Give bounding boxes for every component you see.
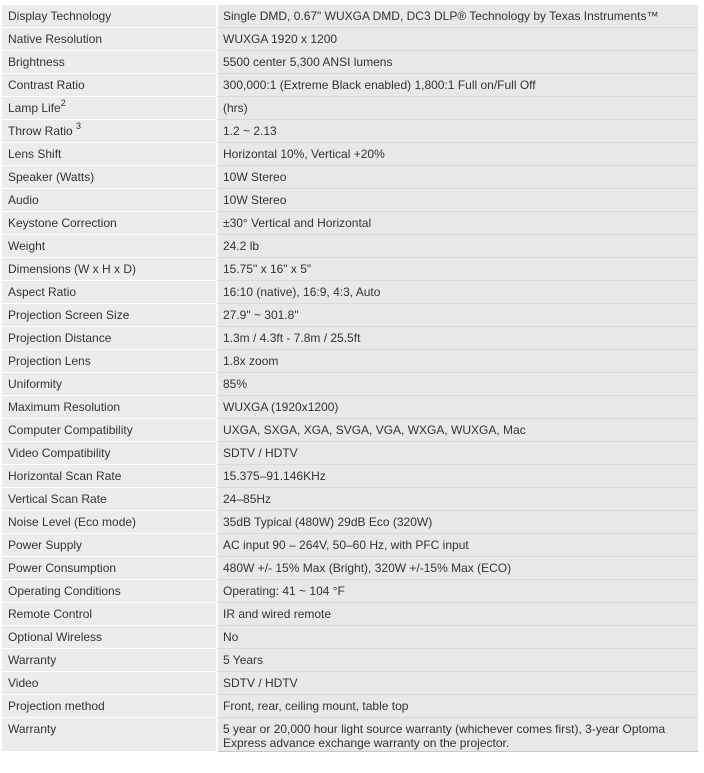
spec-label: Warranty	[2, 718, 216, 752]
spec-label: Projection Screen Size	[2, 304, 216, 327]
footnote-marker: 3	[76, 121, 82, 131]
spec-label: Native Resolution	[2, 28, 216, 51]
spec-value: No	[218, 626, 698, 649]
spec-label: Warranty	[2, 649, 216, 672]
spec-value: 1.8x zoom	[218, 350, 698, 373]
spec-value: 27.9" ~ 301.8"	[218, 304, 698, 327]
spec-row-power-supply	[2, 534, 698, 557]
spec-row-warranty-details	[2, 718, 698, 752]
spec-value: SDTV / HDTV	[218, 672, 698, 695]
spec-label: Remote Control	[2, 603, 216, 626]
spec-row-projection-screen-size	[2, 304, 698, 327]
spec-label: Weight	[2, 235, 216, 258]
spec-row-native-resolution	[2, 28, 698, 51]
spec-row-computer-compatibility	[2, 419, 698, 442]
spec-label: Noise Level (Eco mode)	[2, 511, 216, 534]
spec-row-audio	[2, 189, 698, 212]
spec-row-lamp-life	[2, 97, 698, 120]
spec-value: WUXGA (1920x1200)	[218, 396, 698, 419]
spec-value: Single DMD, 0.67" WUXGA DMD, DC3 DLP® Technology by Texas Instruments™	[218, 5, 698, 28]
spec-label: Dimensions (W x H x D)	[2, 258, 216, 281]
spec-row-weight	[2, 235, 698, 258]
spec-row-operating-conditions	[2, 580, 698, 603]
spec-row-horizontal-scan-rate	[2, 465, 698, 488]
spec-row-noise-level	[2, 511, 698, 534]
spec-value: Front, rear, ceiling mount, table top	[218, 695, 698, 718]
spec-label: Speaker (Watts)	[2, 166, 216, 189]
spec-value: 1.2 ~ 2.13	[218, 120, 698, 143]
spec-value: 5 Years	[218, 649, 698, 672]
spec-value: 10W Stereo	[218, 189, 698, 212]
spec-row-lens-shift	[2, 143, 698, 166]
spec-value: 480W +/- 15% Max (Bright), 320W +/-15% Max (ECO)	[218, 557, 698, 580]
spec-row-projection-lens	[2, 350, 698, 373]
spec-label: Audio	[2, 189, 216, 212]
spec-label: Display Technology	[2, 5, 216, 28]
spec-row-optional-wireless	[2, 626, 698, 649]
spec-value: WUXGA 1920 x 1200	[218, 28, 698, 51]
spec-value: 10W Stereo	[218, 166, 698, 189]
spec-row-speaker	[2, 166, 698, 189]
spec-label: Uniformity	[2, 373, 216, 396]
spec-label: Maximum Resolution	[2, 396, 216, 419]
spec-label: Computer Compatibility	[2, 419, 216, 442]
spec-row-warranty	[2, 649, 698, 672]
spec-value: 85%	[218, 373, 698, 396]
spec-label-text: Throw Ratio	[8, 124, 77, 138]
spec-label: Video Compatibility	[2, 442, 216, 465]
spec-label: Keystone Correction	[2, 212, 216, 235]
spec-row-keystone-correction	[2, 212, 698, 235]
spec-value: 5 year or 20,000 hour light source warranty (whichever comes first), 3-year Optoma Express advance exchange warranty on the projector.	[218, 718, 698, 752]
spec-row-projection-distance	[2, 327, 698, 350]
spec-label: Power Supply	[2, 534, 216, 557]
spec-row-display-technology	[2, 5, 698, 28]
spec-label	[2, 97, 216, 120]
spec-label: Aspect Ratio	[2, 281, 216, 304]
spec-row-brightness	[2, 51, 698, 74]
spec-value: UXGA, SXGA, XGA, SVGA, VGA, WXGA, WUXGA, Mac	[218, 419, 698, 442]
spec-value: IR and wired remote	[218, 603, 698, 626]
spec-value: 1.3m / 4.3ft - 7.8m / 25.5ft	[218, 327, 698, 350]
spec-label: Horizontal Scan Rate	[2, 465, 216, 488]
spec-label: Projection method	[2, 695, 216, 718]
spec-value: AC input 90 – 264V, 50–60 Hz, with PFC input	[218, 534, 698, 557]
spec-value: 35dB Typical (480W) 29dB Eco (320W)	[218, 511, 698, 534]
spec-label: Projection Lens	[2, 350, 216, 373]
spec-label: Contrast Ratio	[2, 74, 216, 97]
spec-label: Lens Shift	[2, 143, 216, 166]
spec-value: (hrs)	[218, 97, 698, 120]
spec-row-aspect-ratio	[2, 281, 698, 304]
spec-label: Video	[2, 672, 216, 695]
footnote-marker: 2	[60, 98, 66, 108]
spec-row-video-compatibility	[2, 442, 698, 465]
spec-row-vertical-scan-rate	[2, 488, 698, 511]
spec-row-uniformity	[2, 373, 698, 396]
spec-label: Optional Wireless	[2, 626, 216, 649]
spec-row-power-consumption	[2, 557, 698, 580]
spec-value: Operating: 41 ~ 104 °F	[218, 580, 698, 603]
spec-row-maximum-resolution	[2, 396, 698, 419]
spec-value: 15.375–91.146KHz	[218, 465, 698, 488]
spec-label: Brightness	[2, 51, 216, 74]
spec-label-text: Lamp Life	[8, 101, 61, 115]
spec-value: 24.2 lb	[218, 235, 698, 258]
spec-label	[2, 120, 216, 143]
spec-row-throw-ratio	[2, 120, 698, 143]
spec-value: 15.75" x 16" x 5"	[218, 258, 698, 281]
spec-value: Horizontal 10%, Vertical +20%	[218, 143, 698, 166]
spec-row-dimensions	[2, 258, 698, 281]
spec-value: 300,000:1 (Extreme Black enabled) 1,800:1 Full on/Full Off	[218, 74, 698, 97]
spec-label: Operating Conditions	[2, 580, 216, 603]
spec-value: 24–85Hz	[218, 488, 698, 511]
spec-value: ±30° Vertical and Horizontal	[218, 212, 698, 235]
spec-row-projection-method	[2, 695, 698, 718]
spec-label: Power Consumption	[2, 557, 216, 580]
spec-label: Vertical Scan Rate	[2, 488, 216, 511]
spec-row-video	[2, 672, 698, 695]
spec-row-contrast-ratio	[2, 74, 698, 97]
spec-value: 5500 center 5,300 ANSI lumens	[218, 51, 698, 74]
spec-table	[2, 5, 698, 752]
spec-value: SDTV / HDTV	[218, 442, 698, 465]
spec-row-remote-control	[2, 603, 698, 626]
spec-label: Projection Distance	[2, 327, 216, 350]
spec-value: 16:10 (native), 16:9, 4:3, Auto	[218, 281, 698, 304]
